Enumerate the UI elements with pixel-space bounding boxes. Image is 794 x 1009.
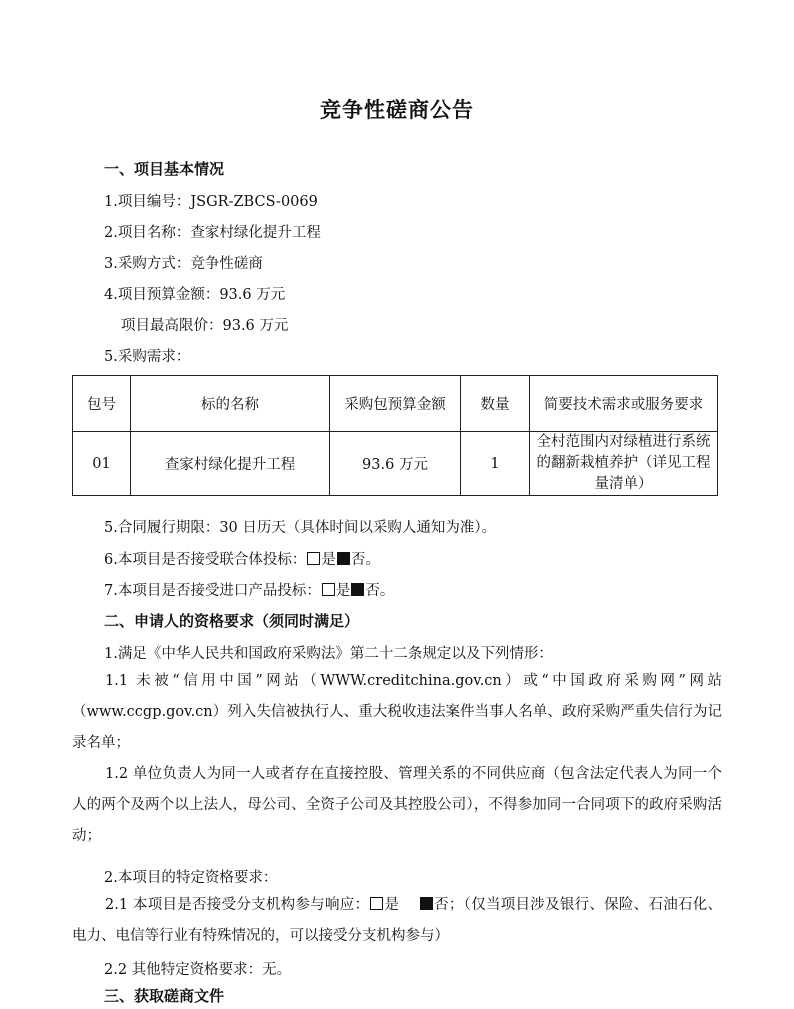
yes-label: 是 bbox=[335, 583, 351, 599]
qualification-item-1: 1.满足《中华人民共和国政府采购法》第二十二条规定以及下列情形： bbox=[104, 646, 553, 662]
cell-requirements: 全村范围内对绿植进行系统的翻新栽植养护（详见工程量清单） bbox=[530, 432, 718, 496]
branch-label: 2.1 本项目是否接受分支机构参与响应： bbox=[105, 897, 370, 913]
table-row bbox=[73, 432, 718, 496]
unchecked-box-icon bbox=[322, 583, 335, 596]
page-title: 竞争性磋商公告 bbox=[320, 97, 474, 122]
cell-budget: 93.6 万元 bbox=[330, 432, 461, 496]
header-requirements: 简要技术需求或服务要求 bbox=[530, 376, 718, 432]
import-label: 7.本项目是否接受进口产品投标： bbox=[104, 583, 321, 599]
branch-no-label: 否；（仅当项目涉及银行、保险、石油石化、电力、电信等行业有特殊情况的，可以接受分支机构参与） bbox=[72, 897, 723, 944]
section-heading-documents: 三、获取磋商文件 bbox=[104, 987, 225, 1005]
consortium-question bbox=[104, 548, 380, 569]
header-budget: 采购包预算金额 bbox=[330, 376, 461, 432]
section-heading-qualification: 二、申请人的资格要求（须同时满足） bbox=[104, 612, 360, 630]
qualification-item-2: 2.本项目的特定资格要求： bbox=[104, 870, 278, 886]
unchecked-box-icon bbox=[307, 552, 320, 565]
no-label: 否。 bbox=[365, 583, 395, 599]
qualification-item-1-1: 1.1 未被“信用中国”网站（WWW.creditchina.gov.cn）或“中国政府采购网”网站（www.ccgp.gov.cn）列入失信被执行人、重大税收违法案件当事人名单、政府采购严重失信行为记录名单； bbox=[72, 673, 722, 751]
checked-box-icon bbox=[420, 897, 433, 910]
table-header-row bbox=[73, 376, 718, 432]
import-question bbox=[104, 579, 394, 600]
qualification-item-1-2: 1.2 单位负责人为同一人或者存在直接控股、管理关系的不同供应商（包含法定代表人为同一个人的两个及两个以上法人，母公司、全资子公司及其控股公司），不得参加同一合同项下的政府采购活动； bbox=[72, 766, 722, 844]
cell-quantity: 1 bbox=[461, 432, 530, 496]
budget-amount: 4.项目预算金额：93.6 万元 bbox=[104, 287, 286, 303]
checked-box-icon bbox=[337, 552, 350, 565]
qualification-item-2-1 bbox=[72, 890, 722, 952]
unchecked-box-icon bbox=[370, 897, 383, 910]
checked-box-icon bbox=[351, 583, 364, 596]
branch-yes-label: 是 bbox=[384, 897, 400, 913]
requirement-label: 5.采购需求： bbox=[104, 349, 191, 365]
contract-period: 5.合同履行期限：30 日历天（具体时间以采购人通知为准）。 bbox=[104, 520, 497, 536]
cell-package-no: 01 bbox=[73, 432, 131, 496]
cell-item-name: 查家村绿化提升工程 bbox=[131, 432, 330, 496]
project-number: 1.项目编号：JSGR-ZBCS-0069 bbox=[104, 194, 318, 210]
header-package-no: 包号 bbox=[73, 376, 131, 432]
max-price: 项目最高限价：93.6 万元 bbox=[121, 318, 289, 334]
qualification-item-2-2: 2.2 其他特定资格要求：无。 bbox=[104, 962, 292, 978]
procurement-method: 3.采购方式：竞争性磋商 bbox=[104, 256, 263, 272]
consortium-label: 6.本项目是否接受联合体投标： bbox=[104, 552, 307, 568]
section-heading-basic: 一、项目基本情况 bbox=[104, 160, 225, 178]
yes-label: 是 bbox=[321, 552, 336, 568]
header-quantity: 数量 bbox=[461, 376, 530, 432]
requirement-table bbox=[72, 375, 718, 496]
header-item-name: 标的名称 bbox=[131, 376, 330, 432]
project-name: 2.项目名称：查家村绿化提升工程 bbox=[104, 225, 321, 241]
no-label: 否。 bbox=[350, 552, 380, 568]
